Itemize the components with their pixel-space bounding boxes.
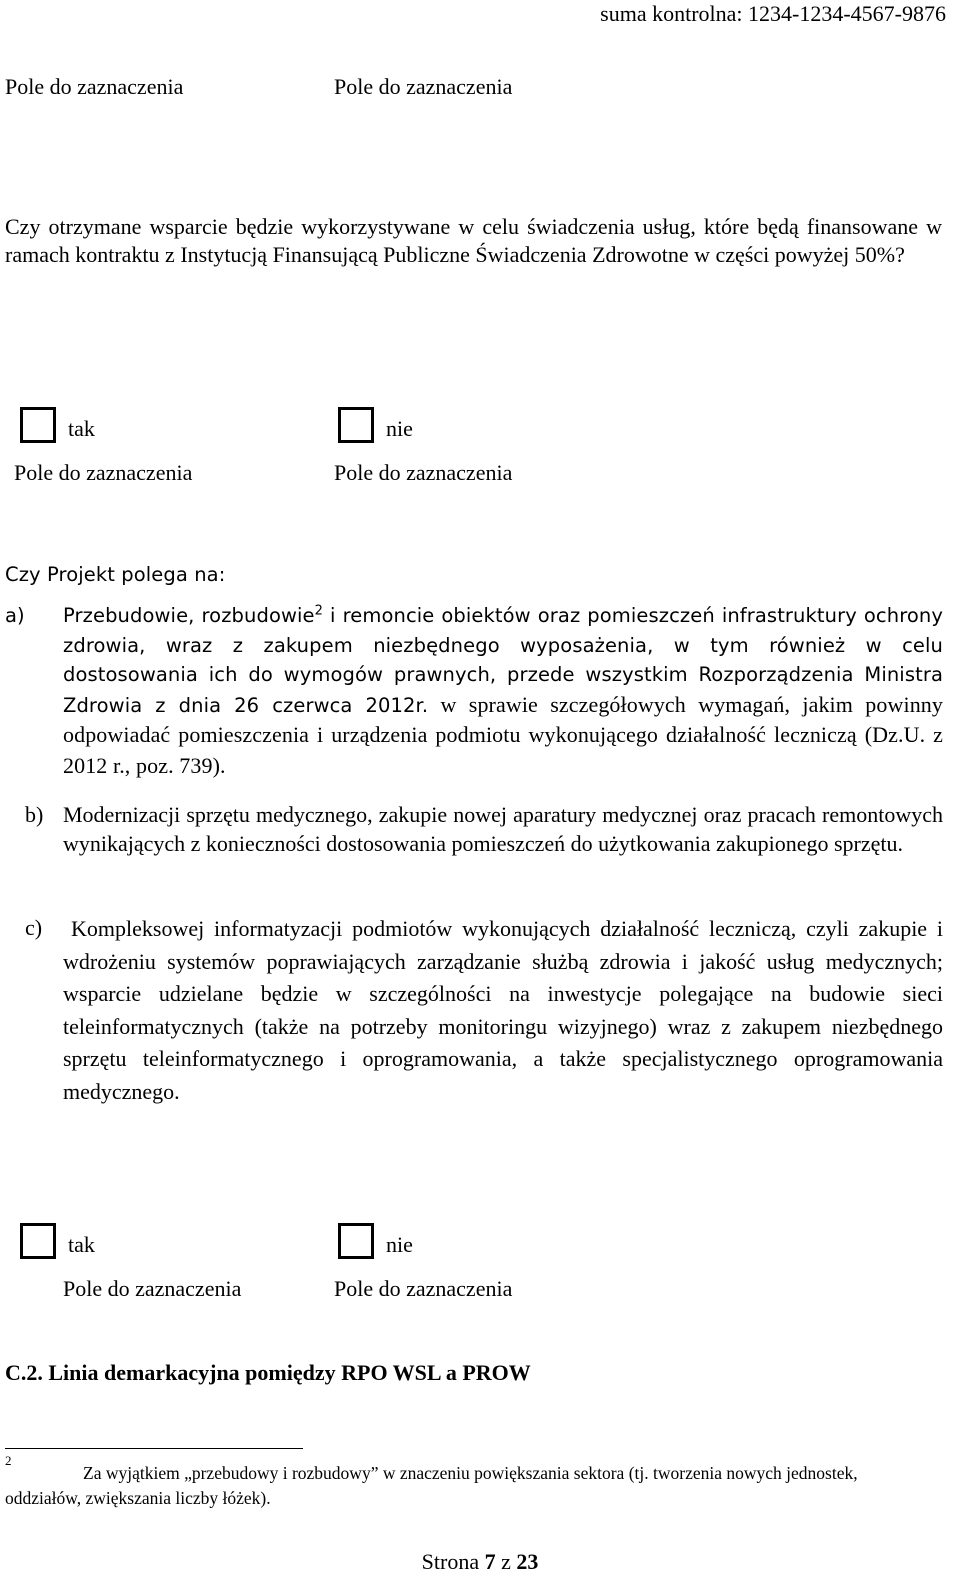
field-label-q2-no[interactable]: Pole do zaznaczenia bbox=[334, 1276, 513, 1301]
footnote-ref: 2 bbox=[314, 603, 324, 619]
field-label-q2-yes[interactable]: Pole do zaznaczenia bbox=[63, 1276, 242, 1301]
checkbox-icon[interactable] bbox=[338, 407, 374, 443]
checkbox-yes-q1[interactable] bbox=[20, 407, 95, 443]
field-label-top-right[interactable]: Pole do zaznaczenia bbox=[334, 74, 513, 99]
field-label-q1-no[interactable]: Pole do zaznaczenia bbox=[334, 460, 513, 485]
checkbox-no-q2[interactable] bbox=[338, 1223, 413, 1259]
checkbox-no-q1[interactable] bbox=[338, 407, 413, 443]
checkbox-no-label: nie bbox=[386, 1232, 413, 1257]
checkbox-icon[interactable] bbox=[20, 407, 56, 443]
page-number: Strona 7 z 23 bbox=[421, 1549, 539, 1574]
list-marker-c: c) bbox=[25, 915, 43, 940]
question-2-text: Czy Projekt polega na: bbox=[5, 563, 226, 586]
checkbox-icon[interactable] bbox=[338, 1223, 374, 1259]
list-marker-b: b) bbox=[25, 802, 44, 827]
checksum-header: suma kontrolna: 1234-1234-4567-9876 bbox=[600, 1, 946, 26]
field-label-top-left[interactable]: Pole do zaznaczenia bbox=[5, 74, 184, 99]
checkbox-no-label: nie bbox=[386, 416, 413, 441]
field-label-q1-yes[interactable]: Pole do zaznaczenia bbox=[14, 460, 193, 485]
list-item-c: Kompleksowej informatyzacji podmiotów wykonujących działalność leczniczą, czyli zakupie i wdrożeniu systemów poprawiających zarządzanie służbą zdrowia i jakość usług medycznych; wsparcie udzielane będzie w szczególności na inwestycje polegające na budowie sieci teleinformatycznych (także na potrzeby monitoringu wizyjnego) wraz z zakupem niezbędnego sprzętu teleinformatycznego i oprogramowania, a także specjalistycznego oprogramowania medycznego. bbox=[63, 916, 943, 1104]
section-heading: C.2. Linia demarkacyjna pomiędzy RPO WSL a PROW bbox=[5, 1360, 531, 1385]
checkbox-yes-label: tak bbox=[68, 1232, 95, 1257]
list-marker-a: a) bbox=[5, 604, 25, 627]
question-1-text: Czy otrzymane wsparcie będzie wykorzystywane w celu świadczenia usług, które będą finansowane w ramach kontraktu z Instytucją Finansującą Publiczne Świadczenia Zdrowotne w części powyżej 50%? bbox=[5, 214, 942, 267]
page-current: 7 bbox=[484, 1549, 496, 1574]
list-item-b: Modernizacji sprzętu medycznego, zakupie nowej aparatury medycznej oraz pracach remontowych wynikających z konieczności dostosowania pomieszczeń do użytkowania zakupionego sprzętu. bbox=[63, 802, 943, 856]
page-total: 23 bbox=[516, 1549, 539, 1574]
checkbox-icon[interactable] bbox=[20, 1223, 56, 1259]
list-item-a: Przebudowie, rozbudowie$^2$ i remoncie obiektów oraz pomieszczeń infrastruktury ochrony zdrowia, wraz z zakupem niezbędnego wyposażenia, w tym również w celu dostosowania ich do wymogów prawnych, przede wszystkim Rozporządzenia Ministra Zdrowia z dnia 26 czerwca 2012r. w sprawie szczegółowych wymagań, jakim powinny odpowiadać pomieszczenia i urządzenia podmiotu wykonującego działalność leczniczą (Dz.U. z 2012 r., poz. 739). bbox=[63, 603, 944, 778]
footnote-separator bbox=[5, 1448, 303, 1449]
checkbox-yes-label: tak bbox=[68, 416, 95, 441]
footnote-text: Za wyjątkiem „przebudowy i rozbudowy” w znaczeniu powiększania sektora (tj. tworzenia nowych jednostek, oddziałów, zwiększania liczby łóżek). bbox=[5, 1463, 858, 1508]
checkbox-yes-q2[interactable] bbox=[20, 1223, 95, 1259]
footnote-number: 2 bbox=[5, 1453, 12, 1468]
